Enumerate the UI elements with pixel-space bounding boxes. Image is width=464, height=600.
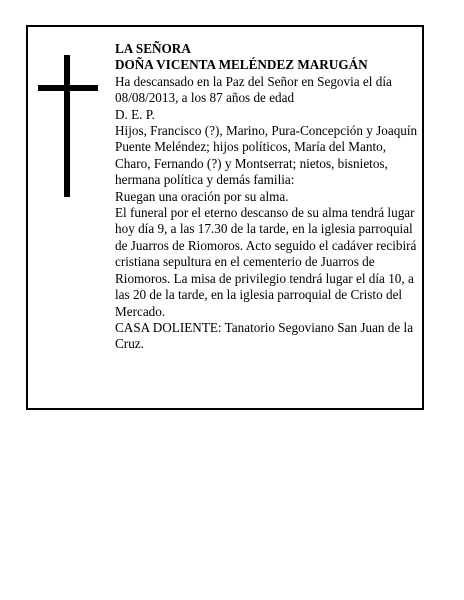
mourning-house: CASA DOLIENTE: Tanatorio Segoviano San Juan de la Cruz. — [115, 319, 414, 352]
family-list: Hijos, Francisco (?), Marino, Pura-Concepción y Joaquín Puente Meléndez; hijos políticos, María del Manto, Charo, Fernando (?) y Montserrat; nietos, bisnietos, hermana política y demás familia: — [115, 123, 418, 188]
cross-vertical-bar — [64, 55, 70, 197]
obituary-notice — [26, 25, 424, 410]
rip-line: D. E. P. — [115, 106, 155, 122]
deceased-name: DOÑA VICENTA MELÉNDEZ MARUGÁN — [115, 57, 368, 73]
obituary-text — [115, 41, 421, 353]
prayer-request: Ruegan una oración por su alma. — [115, 188, 289, 204]
notice-title: LA SEÑORA — [115, 41, 191, 56]
death-info: Ha descansado en la Paz del Señor en Segovia el día 08/08/2013, a los 87 años de edad — [115, 73, 392, 106]
funeral-info: El funeral por el eterno descanso de su alma tendrá lugar hoy día 9, a las 17.30 de la tarde, en la iglesia parroquial de Juarros de Riomoros. Acto seguido el cadáver recibirá cristiana sepultura en el cementerio de Juarros de Riomoros. La misa de privilegio tendrá lugar el día 10, a las 20 de la tarde, en la iglesia parroquial de Cristo del Mercado. — [115, 205, 417, 319]
cross-icon — [38, 55, 98, 197]
cross-horizontal-bar — [38, 85, 98, 91]
